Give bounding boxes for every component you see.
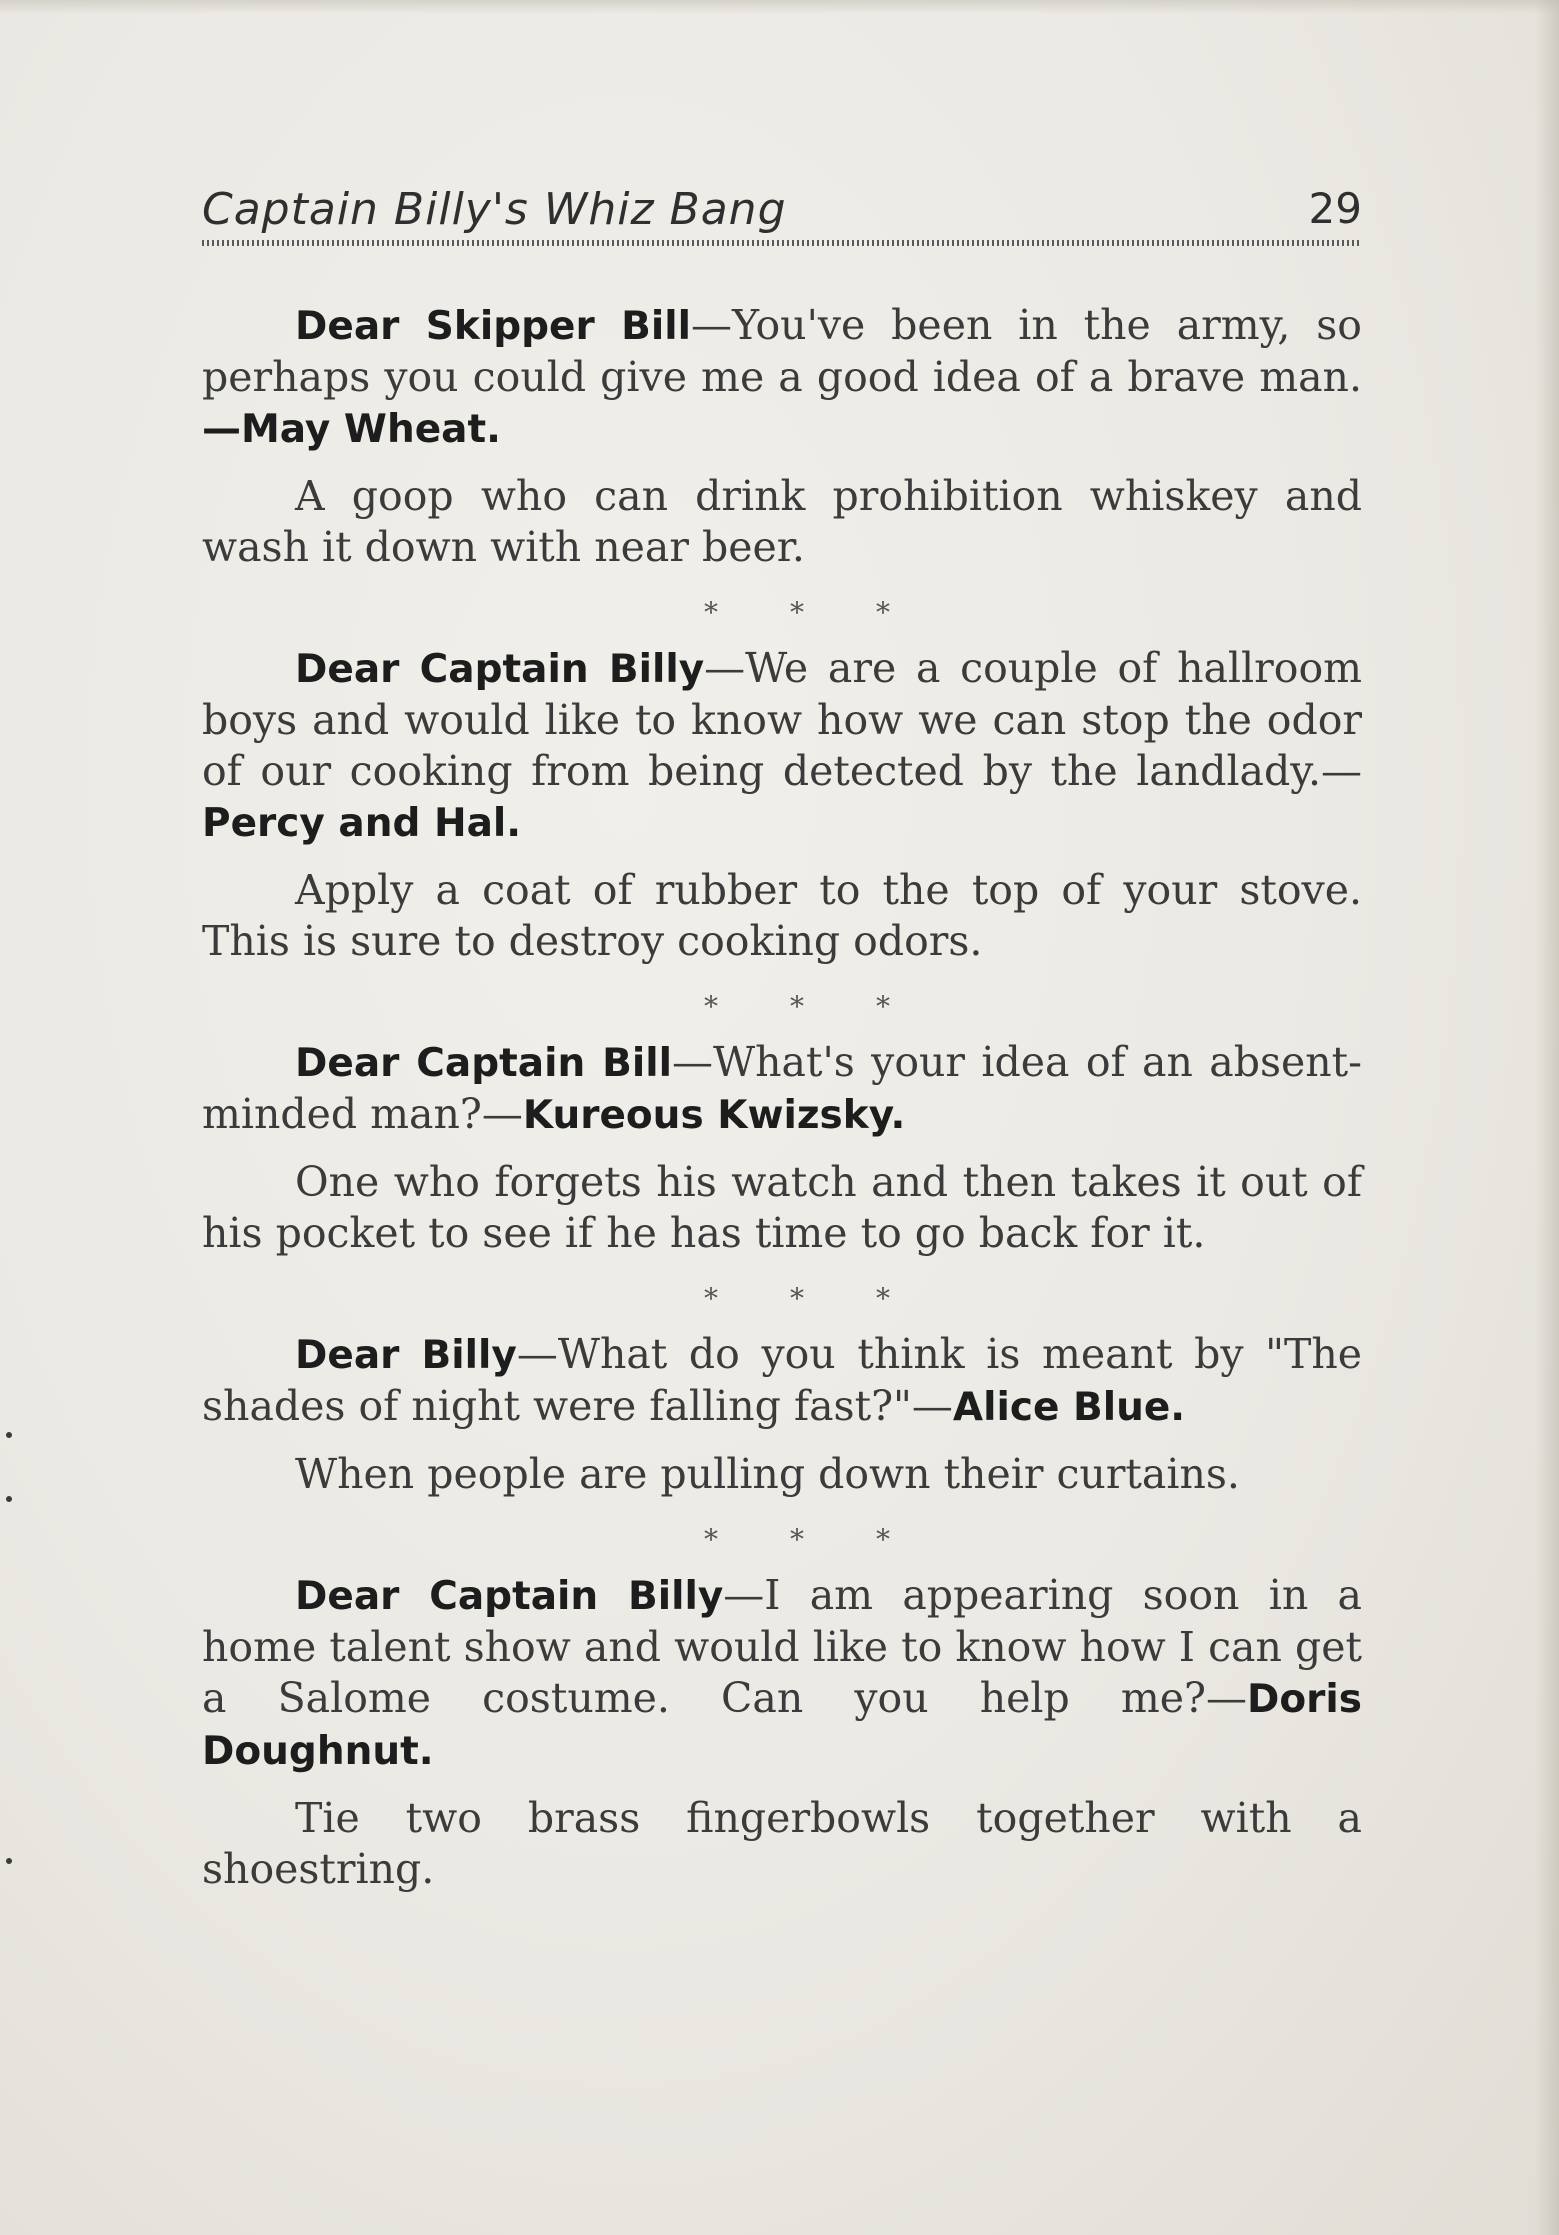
letter-signature: Kureous Kwizsky. xyxy=(522,1093,906,1138)
letter-signature: —May Wheat. xyxy=(202,407,501,452)
letter-5 xyxy=(202,1570,1362,1895)
asterisk: * xyxy=(790,1523,804,1556)
letter-3 xyxy=(202,1037,1362,1259)
asterisk: * xyxy=(790,1282,804,1315)
letter-salutation: Dear Captain Billy xyxy=(295,647,705,692)
letter-signature: Alice Blue. xyxy=(952,1385,1186,1430)
question-text: —What's your idea of an absent-minded man?— xyxy=(202,1038,1363,1138)
letter-4 xyxy=(202,1329,1362,1500)
question-text: —What do you think is meant by "The shades of night were falling fast?"— xyxy=(202,1330,1362,1430)
asterisk: * xyxy=(704,1282,718,1315)
asterisk: * xyxy=(876,990,890,1023)
letter-question xyxy=(202,1037,1362,1141)
asterisk: * xyxy=(704,1523,718,1556)
letter-answer: When people are pulling down their curtains. xyxy=(295,1450,1240,1498)
question-text: —You've been in the army, so perhaps you could give me a good idea of a brave man. xyxy=(202,301,1362,401)
page-number: 29 xyxy=(1308,184,1362,233)
letter-question xyxy=(202,1570,1362,1777)
binding-mark xyxy=(6,1496,12,1502)
asterisk: * xyxy=(704,990,718,1023)
letter-salutation: Dear Billy xyxy=(295,1333,517,1378)
letter-salutation: Dear Captain Billy xyxy=(295,1574,724,1619)
letter-answer: A goop who can drink prohibition whiskey and wash it down with near beer. xyxy=(202,472,1362,571)
letter-question xyxy=(202,643,1362,849)
letter-answer: Tie two brass fingerbowls together with a shoestring. xyxy=(202,1794,1362,1893)
section-divider xyxy=(202,583,1362,643)
letter-salutation: Dear Captain Bill xyxy=(295,1041,672,1086)
letter-1 xyxy=(202,300,1362,573)
asterisk: * xyxy=(876,1523,890,1556)
letter-signature: Percy and Hal. xyxy=(202,801,522,846)
question-text: —I am appearing soon in a home talent show and would like to know how I can get a Salome costume. Can you help me?— xyxy=(202,1571,1362,1722)
binding-mark xyxy=(6,1858,12,1864)
asterisk: * xyxy=(790,990,804,1023)
header-rule xyxy=(202,240,1362,246)
binding-mark xyxy=(6,1432,12,1438)
page-edge-shadow-right xyxy=(1535,0,1559,2235)
asterisk: * xyxy=(704,596,718,629)
letter-answer: One who forgets his watch and then takes it out of his pocket to see if he has time to go back for it. xyxy=(202,1158,1362,1257)
letter-signature: Doris Doughnut. xyxy=(202,1677,1362,1774)
section-divider xyxy=(202,1269,1362,1329)
letter-2 xyxy=(202,643,1362,967)
page-header xyxy=(202,184,1362,244)
letter-answer: Apply a coat of rubber to the top of your stove. This is sure to destroy cooking odors. xyxy=(202,866,1362,965)
section-divider xyxy=(202,977,1362,1037)
letter-question xyxy=(202,300,1362,455)
section-divider xyxy=(202,1510,1362,1570)
asterisk: * xyxy=(790,596,804,629)
letter-question xyxy=(202,1329,1362,1433)
page-body xyxy=(202,300,1362,1905)
asterisk: * xyxy=(876,1282,890,1315)
question-text: —We are a couple of hallroom boys and would like to know how we can stop the odor of our cooking from being detected by the landlady.— xyxy=(202,644,1363,795)
asterisk: * xyxy=(876,596,890,629)
letter-salutation: Dear Skipper Bill xyxy=(295,304,691,349)
page-edge-shadow-top xyxy=(0,0,1559,14)
running-title: Captain Billy's Whiz Bang xyxy=(202,184,787,235)
